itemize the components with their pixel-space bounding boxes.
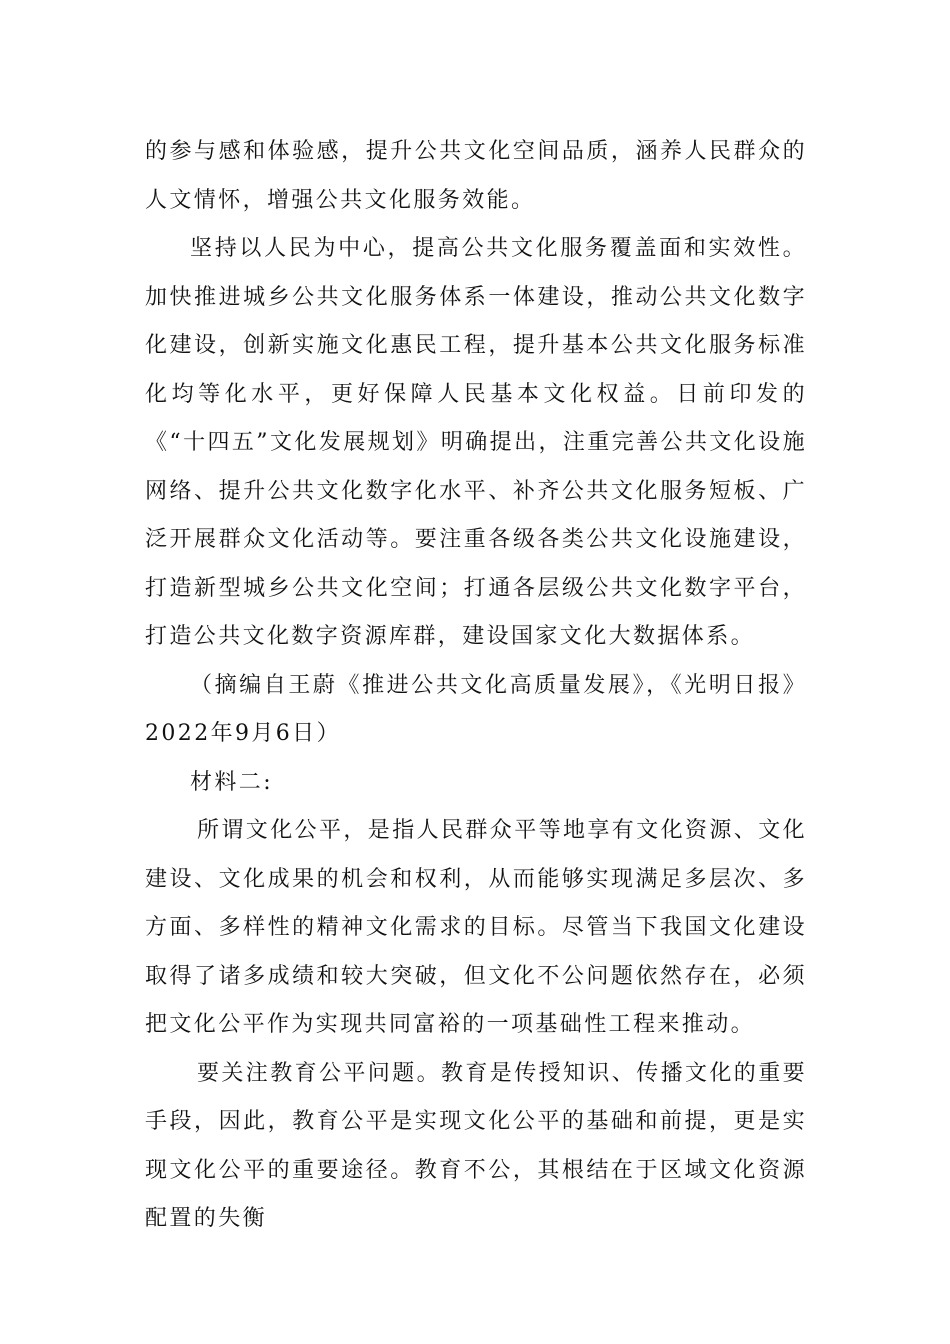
paragraph-education-equity: 要关注教育公平问题。教育是传授知识、传播文化的重要手段，因此，教育公平是实现文化公平的基础和前提，更是实现文化公平的重要途径。教育不公，其根结在于区域文化资源配置的失衡 xyxy=(145,1060,808,1231)
paragraph-public-culture: 坚持以人民为中心，提高公共文化服务覆盖面和实效性。加快推进城乡公共文化服务体系一体建设，推动公共文化数字化建设，创新实施文化惠民工程，提升基本公共文化服务标准化均等化水平，更好保障人民基本文化权益。日前印发的《“十四五”文化发展规划》明确提出，注重完善公共文化设施网络、提升公共文化数字化水平、补齐公共文化服务短板、广泛开展群众文化活动等。要注重各级各类公共文化设施建设，打造新型城乡公共文化空间；打通各层级公共文化数字平台，打造公共文化数字资源库群，建设国家文化大数据体系。 xyxy=(145,236,807,649)
document-body xyxy=(145,128,807,1244)
material-two-heading: 材料二: xyxy=(190,769,274,795)
paragraph-continuation: 的参与感和体验感，提升公共文化空间品质，涵养人民群众的人文情怀，增强公共文化服务效能。 xyxy=(145,139,807,213)
source-citation: （摘编自王蔚《推进公共文化高质量发展》，《光明日报》2022年9月6日） xyxy=(145,672,807,746)
paragraph-cultural-equity: 所谓文化公平，是指人民群众平等地享有文化资源、文化建设、文化成果的机会和权利，从而能够实现满足多层次、多方面、多样性的精神文化需求的目标。尽管当下我国文化建设取得了诸多成绩和较大突破，但文化不公问题依然存在，必须把文化公平作为实现共同富裕的一项基础性工程来推动。 xyxy=(145,818,808,1037)
